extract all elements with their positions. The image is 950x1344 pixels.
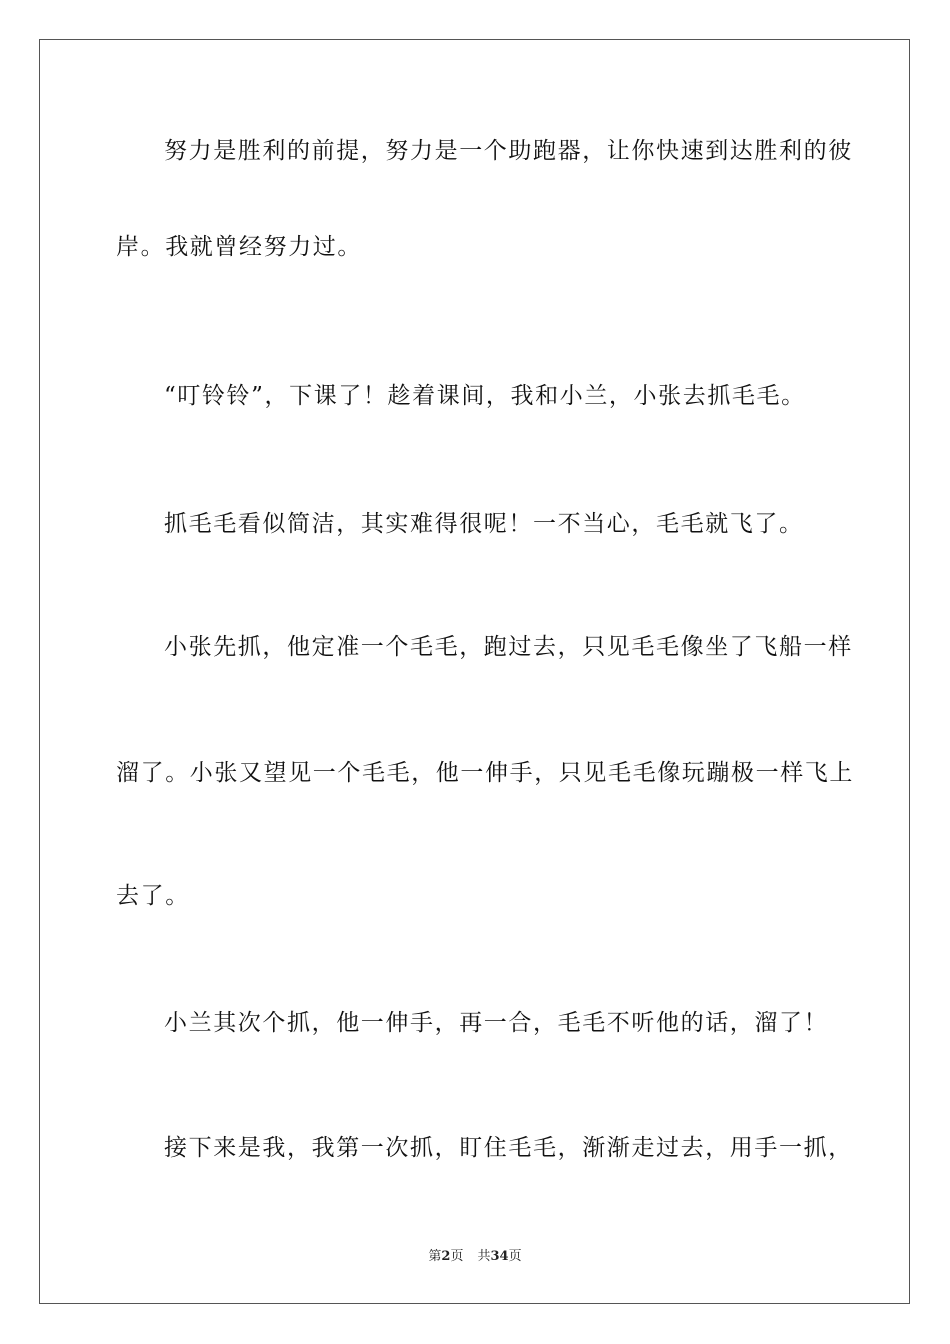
current-page-number: 2 — [441, 1249, 451, 1264]
paragraph-line-5: 小张先抓，他定准一个毛毛，跑过去，只见毛毛像坐了飞船一样 — [164, 634, 853, 660]
paragraph-line-9: 接下来是我，我第一次抓，盯住毛毛，渐渐走过去，用手一抓， — [164, 1135, 853, 1161]
total-pages-number: 34 — [490, 1249, 509, 1264]
paragraph-line-7: 去了。 — [116, 883, 190, 909]
paragraph-line-4: 抓毛毛看似简洁，其实难得很呢！一不当心，毛毛就飞了。 — [164, 511, 804, 537]
total-suffix: 页 — [508, 1249, 522, 1264]
paragraph-line-6: 溜了。小张又望见一个毛毛，他一伸手，只见毛毛像玩蹦极一样飞上 — [116, 760, 854, 786]
page-suffix: 页 — [450, 1249, 464, 1264]
paragraph-line-8: 小兰其次个抓，他一伸手，再一合，毛毛不听他的话，溜了！ — [164, 1010, 829, 1036]
total-prefix: 共 — [477, 1249, 491, 1264]
paragraph-line-1: 努力是胜利的前提，努力是一个助跑器，让你快速到达胜利的彼 — [164, 138, 853, 164]
paragraph-line-3: “叮铃铃”，下课了！趁着课间，我和小兰，小张去抓毛毛。 — [164, 383, 806, 409]
page-footer — [0, 1248, 950, 1266]
page-border — [39, 39, 910, 1304]
paragraph-line-2: 岸。我就曾经努力过。 — [116, 234, 362, 260]
page-prefix: 第 — [428, 1249, 442, 1264]
